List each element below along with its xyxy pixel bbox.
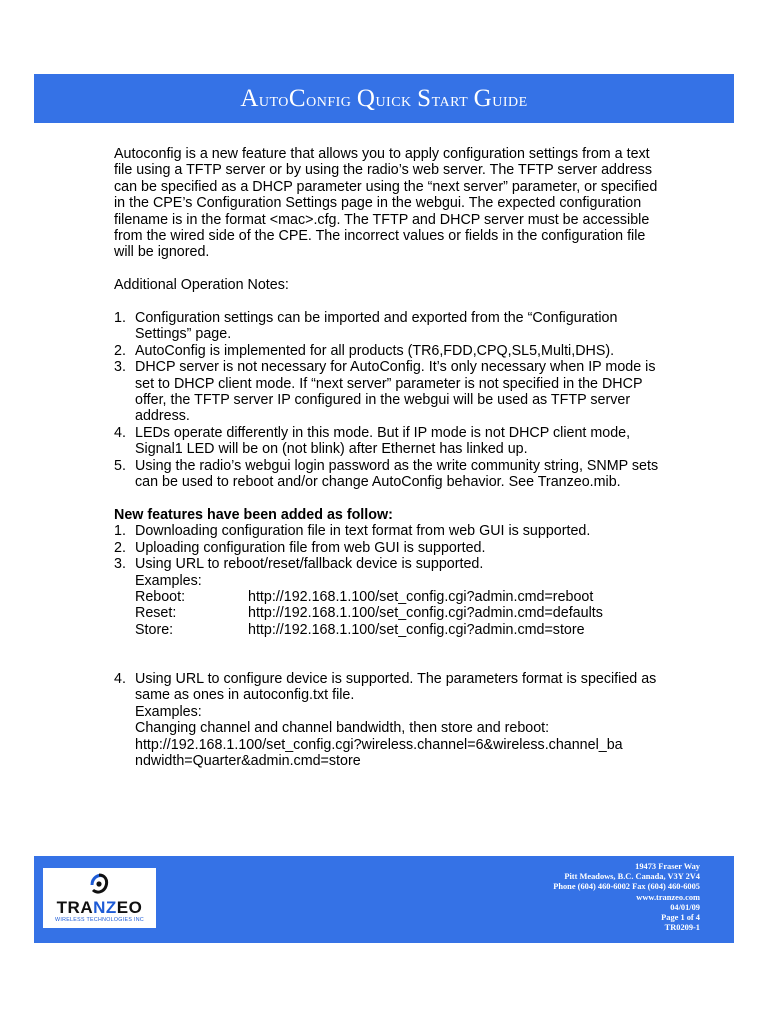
list-item: 1. Configuration settings can be imported and exported from the “Configuration Settings” page. bbox=[114, 310, 618, 343]
features-list-continued bbox=[114, 671, 660, 769]
example-url: http://192.168.1.100/set_config.cgi?admin.cmd=store bbox=[248, 621, 585, 638]
logo-wordmark: TRANZEO bbox=[56, 898, 143, 917]
title-word: Config bbox=[288, 84, 352, 112]
list-item: 1. Downloading configuration file in text format from web GUI is supported. bbox=[114, 523, 591, 540]
list-item: 3. DHCP server is not necessary for AutoConfig. It’s only necessary when IP mode is set to DHCP client mode. If “next server” parameter is not specified in the DHCP offer, the TFTP server IP configured in the webgui will be used as TFTP server address. bbox=[114, 359, 656, 425]
footer-banner bbox=[34, 856, 734, 943]
example-description: Changing channel and channel bandwidth, then store and reboot: bbox=[135, 720, 550, 737]
example-url: http://192.168.1.100/set_config.cgi?admin.cmd=defaults bbox=[248, 605, 603, 622]
list-item: 4. LEDs operate differently in this mode. But if IP mode is not DHCP client mode, Signal1 LED will be on (not blink) after Ethernet has linked up. bbox=[114, 424, 631, 458]
logo-tagline: WIRELESS TECHNOLOGIES INC bbox=[55, 917, 144, 923]
example-url-continued: ndwidth=Quarter&admin.cmd=store bbox=[135, 752, 361, 769]
examples-label: Examples: bbox=[135, 703, 202, 720]
features-list bbox=[114, 523, 660, 638]
title-word: Auto bbox=[240, 84, 289, 112]
example-row-reboot: Reboot: http://192.168.1.100/set_config.cgi?admin.cmd=reboot bbox=[135, 588, 594, 605]
document-body bbox=[114, 146, 660, 769]
example-row-store: Store: http://192.168.1.100/set_config.cgi?admin.cmd=store bbox=[135, 621, 585, 638]
website-line: www.tranzeo.com bbox=[636, 892, 700, 902]
features-heading: New features have been added as follow: bbox=[114, 506, 393, 523]
notes-heading: Additional Operation Notes: bbox=[114, 277, 289, 294]
list-item: 5. Using the radio’s webgui login password as the write community string, SNMP sets can be used to reboot and/or change AutoConfig behavior. See Tranzeo.mib. bbox=[114, 457, 659, 491]
example-url: http://192.168.1.100/set_config.cgi?admin.cmd=reboot bbox=[248, 588, 594, 605]
title-word: Start bbox=[417, 84, 469, 112]
address-line: 19473 Fraser Way bbox=[635, 862, 700, 871]
examples-label: Examples: bbox=[135, 572, 202, 589]
title-banner bbox=[34, 74, 734, 123]
notes-list bbox=[114, 310, 660, 490]
title-word: Quick bbox=[356, 84, 412, 112]
phone-line: Phone (604) 460-6002 Fax (604) 460-6005 bbox=[553, 882, 700, 892]
example-row-reset: Reset: http://192.168.1.100/set_config.cgi?admin.cmd=defaults bbox=[135, 605, 603, 622]
document-code: TR0209-1 bbox=[664, 923, 700, 933]
page-number: Page 1 of 4 bbox=[661, 913, 700, 923]
list-item: 2. Uploading configuration file from web GUI is supported. bbox=[114, 539, 486, 556]
tranzeo-logo-icon bbox=[87, 871, 111, 897]
intro-paragraph: Autoconfig is a new feature that allows you to apply configuration settings from a text file using a TFTP server or by using the radio’s web server. The TFTP server address can be specified as a DHCP parameter using the “next server” parameter, or specified in the CPE’s Configuration Settings page in the webgui. The expected configuration filename is in the format <mac>.cfg. The TFTP and DHCP server must be accessible from the wired side of the CPE. The incorrect values or fields in the configuration file will be ignored. bbox=[114, 146, 658, 261]
address-line: Pitt Meadows, B.C. Canada, V3Y 2V4 bbox=[564, 872, 700, 882]
list-item: 2. AutoConfig is implemented for all products (TR6,FDD,CPQ,SL5,Multi,DHS). bbox=[114, 342, 615, 359]
page-title bbox=[240, 85, 527, 113]
tranzeo-logo bbox=[43, 868, 156, 928]
date-line: 04/01/09 bbox=[670, 902, 700, 912]
list-item: 4. Using URL to configure device is supported. The parameters format is specified as same as ones in autoconfig.txt file. Examples: Changing channel and channel bandwidth, then store and reboot: http://192.168.1.100/set_config.cgi?wireless.channel=6&wireless.channel_ba ndwidth=Quarter&admin.cmd=store bbox=[114, 671, 660, 769]
example-url: http://192.168.1.100/set_config.cgi?wireless.channel=6&wireless.channel_ba bbox=[135, 736, 623, 753]
company-address bbox=[553, 862, 700, 933]
list-item: 3. Using URL to reboot/reset/fallback device is supported. Examples: Reboot: http://192.168.1.100/set_config.cgi?admin.cmd=reboot Reset: http://192.168.1.100/set_config.cgi?admin.cmd=defaults Store: http://192.168.1.100/set_config.cgi?admin.cmd=store bbox=[114, 556, 660, 638]
title-word: Guide bbox=[473, 84, 528, 112]
